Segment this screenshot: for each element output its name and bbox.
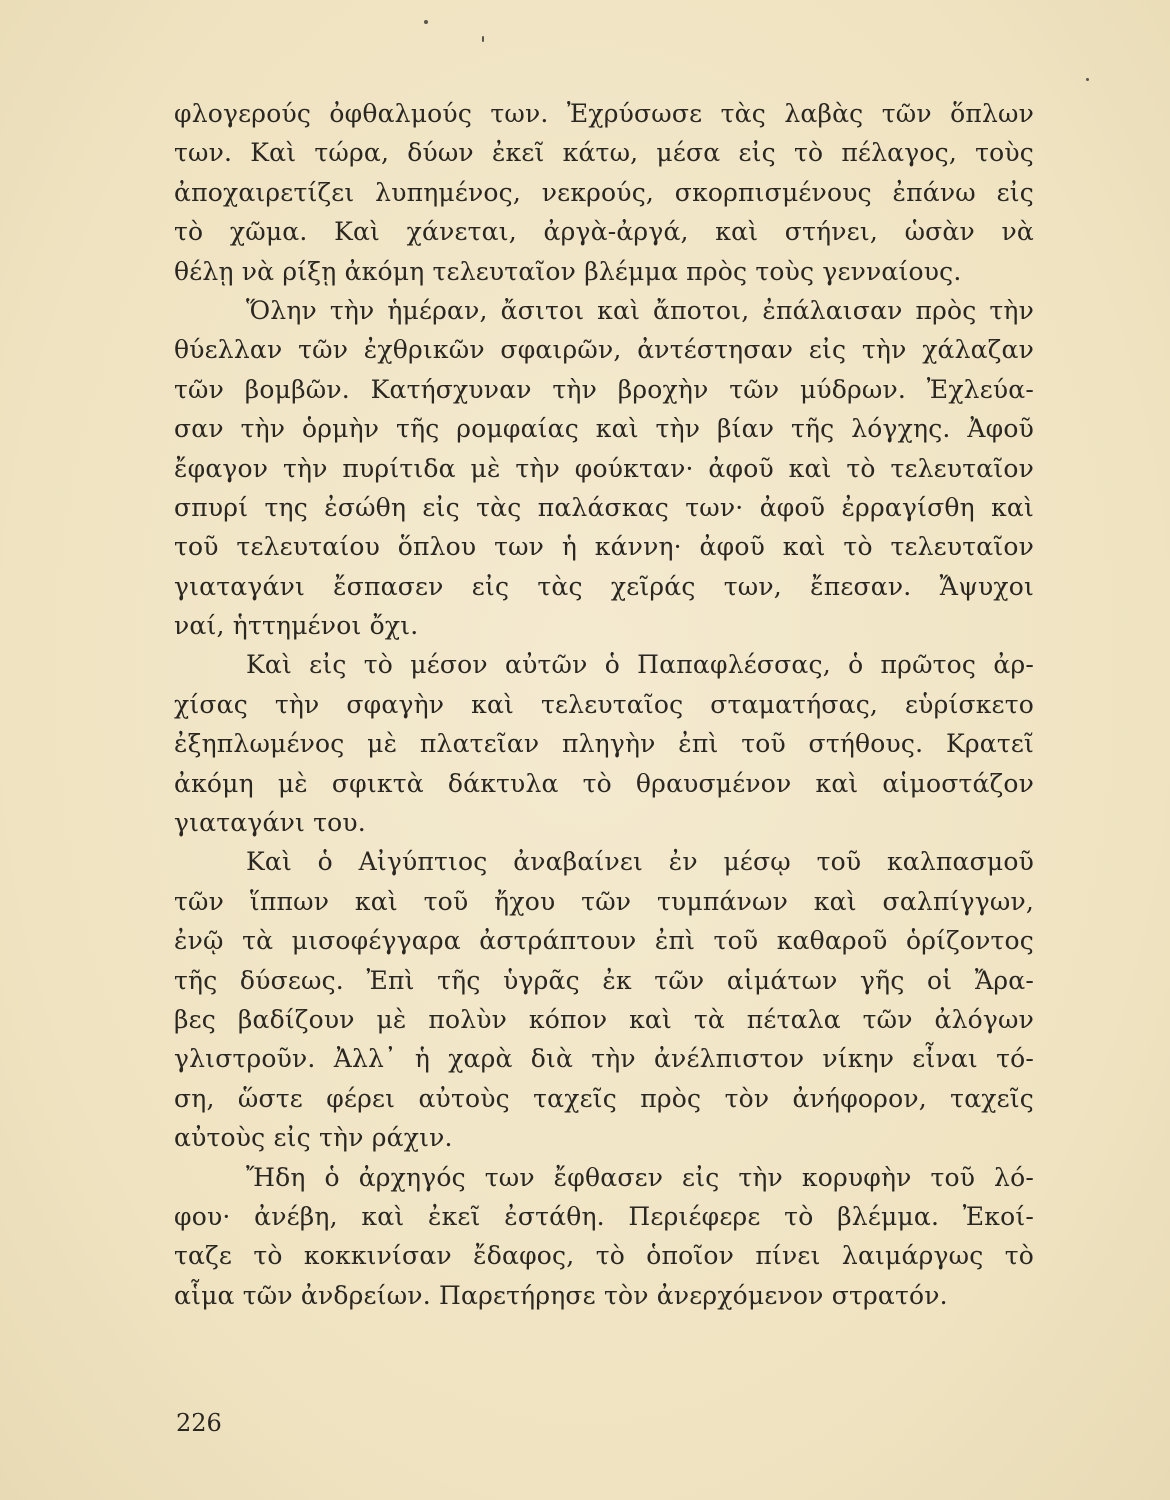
paragraph <box>174 94 1034 291</box>
text-line: θέλῃ νὰ ρίξῃ ἀκόμη τελευταῖον βλέμμα πρὸς τοὺς γενναίους. <box>174 256 962 286</box>
text-line: ναί, ἡττημένοι ὄχι. <box>174 611 419 641</box>
body-text <box>174 94 1034 1315</box>
page-number: 226 <box>176 1409 222 1437</box>
text-line: ἐξηπλωμένος μὲ πλατεῖαν πληγὴν ἐπὶ τοῦ στήθους. Κρατεῖ <box>174 729 1034 759</box>
text-line: ἀκόμη μὲ σφικτὰ δάκτυλα τὸ θραυσμένον καὶ αἱμοστάζον <box>174 768 1034 798</box>
text-line: φου· ἀνέβη, καὶ ἐκεῖ ἐστάθη. Περιέφερε τὸ βλέμμα. Ἐκοί- <box>174 1201 1034 1231</box>
text-line: τῶν βομβῶν. Κατήσχυναν τὴν βροχὴν τῶν μύδρων. Ἐχλεύα- <box>174 374 1034 404</box>
text-line: ταζε τὸ κοκκινίσαν ἔδαφος, τὸ ὁποῖον πίνει λαιμάργως τὸ <box>174 1241 1034 1271</box>
paragraph <box>174 645 1034 842</box>
text-line: φλογερούς ὀφθαλμούς των. Ἐχρύσωσε τὰς λαβὰς τῶν ὅπλων <box>174 99 1034 128</box>
text-line: αὐτοὺς εἰς τὴν ράχιν. <box>174 1123 453 1153</box>
paragraph <box>174 1158 1034 1316</box>
text-line: τὸ χῶμα. Καὶ χάνεται, ἀργὰ-ἀργά, καὶ στήνει, ὡσὰν νὰ <box>174 217 1034 247</box>
text-line: γιαταγάνι του. <box>174 808 366 838</box>
text-line: τοῦ τελευταίου ὅπλου των ἡ κάννη· ἀφοῦ καὶ τὸ τελευταῖον <box>174 532 1034 562</box>
text-line: Καὶ εἰς τὸ μέσον αὐτῶν ὁ Παπαφλέσσας, ὁ πρῶτος ἀρ- <box>246 650 1034 680</box>
paragraph <box>174 842 1034 1157</box>
text-line: χίσας τὴν σφαγὴν καὶ τελευταῖος σταματήσας, εὑρίσκετο <box>174 689 1034 719</box>
text-line: θύελλαν τῶν ἐχθρικῶν σφαιρῶν, ἀντέστησαν εἰς τὴν χάλαζαν <box>174 335 1034 365</box>
text-line: τῶν ἵππων καὶ τοῦ ἤχου τῶν τυμπάνων καὶ σαλπίγγων, <box>174 886 1034 916</box>
text-line: βες βαδίζουν μὲ πολὺν κόπον καὶ τὰ πέταλα τῶν ἀλόγων <box>174 1004 1034 1034</box>
text-line: τῆς δύσεως. Ἐπὶ τῆς ὑγρᾶς ἐκ τῶν αἱμάτων γῆς οἱ Ἄρα- <box>174 965 1034 995</box>
text-line: αἷμα τῶν ἀνδρείων. Παρετήρησε τὸν ἀνερχόμενον στρατόν. <box>174 1280 948 1310</box>
text-line: ἔφαγον τὴν πυρίτιδα μὲ τὴν φούκταν· ἀφοῦ καὶ τὸ τελευταῖον <box>174 453 1034 483</box>
text-line: Ἤδη ὁ ἀρχηγός των ἔφθασεν εἰς τὴν κορυφὴν τοῦ λό- <box>246 1162 1034 1192</box>
text-line: Ὅλην τὴν ἡμέραν, ἄσιτοι καὶ ἄποτοι, ἐπάλαισαν πρὸς τὴν <box>246 295 1034 325</box>
text-line: σαν τὴν ὁρμὴν τῆς ρομφαίας καὶ τὴν βίαν τῆς λόγχης. Ἀφοῦ <box>174 414 1034 444</box>
ink-speck <box>424 20 428 24</box>
text-line: σπυρί της ἐσώθη εἰς τὰς παλάσκας των· ἀφοῦ ἐρραγίσθη καὶ <box>174 492 1034 522</box>
ink-speck <box>1086 78 1089 81</box>
ink-speck <box>482 36 484 42</box>
text-line: Καὶ ὁ Αἰγύπτιος ἀναβαίνει ἐν μέσῳ τοῦ καλπασμοῦ <box>246 847 1034 877</box>
text-line: γιαταγάνι ἔσπασεν εἰς τὰς χεῖράς των, ἔπεσαν. Ἄψυχοι <box>174 571 1034 601</box>
text-line: ἀποχαιρετίζει λυπημένος, νεκρούς, σκορπισμένους ἐπάνω εἰς <box>174 177 1034 207</box>
text-line: των. Καὶ τώρα, δύων ἐκεῖ κάτω, μέσα εἰς τὸ πέλαγος, τοὺς <box>174 138 1034 168</box>
paragraph <box>174 291 1034 646</box>
text-line: ση, ὥστε φέρει αὐτοὺς ταχεῖς πρὸς τὸν ἀνήφορον, ταχεῖς <box>174 1083 1034 1113</box>
text-line: γλιστροῦν. Ἀλλ᾽ ἡ χαρὰ διὰ τὴν ἀνέλπιστον νίκην εἶναι τό- <box>174 1044 1034 1074</box>
text-line: ἐνῷ τὰ μισοφέγγαρα ἀστράπτουν ἐπὶ τοῦ καθαροῦ ὁρίζοντος <box>174 926 1034 956</box>
